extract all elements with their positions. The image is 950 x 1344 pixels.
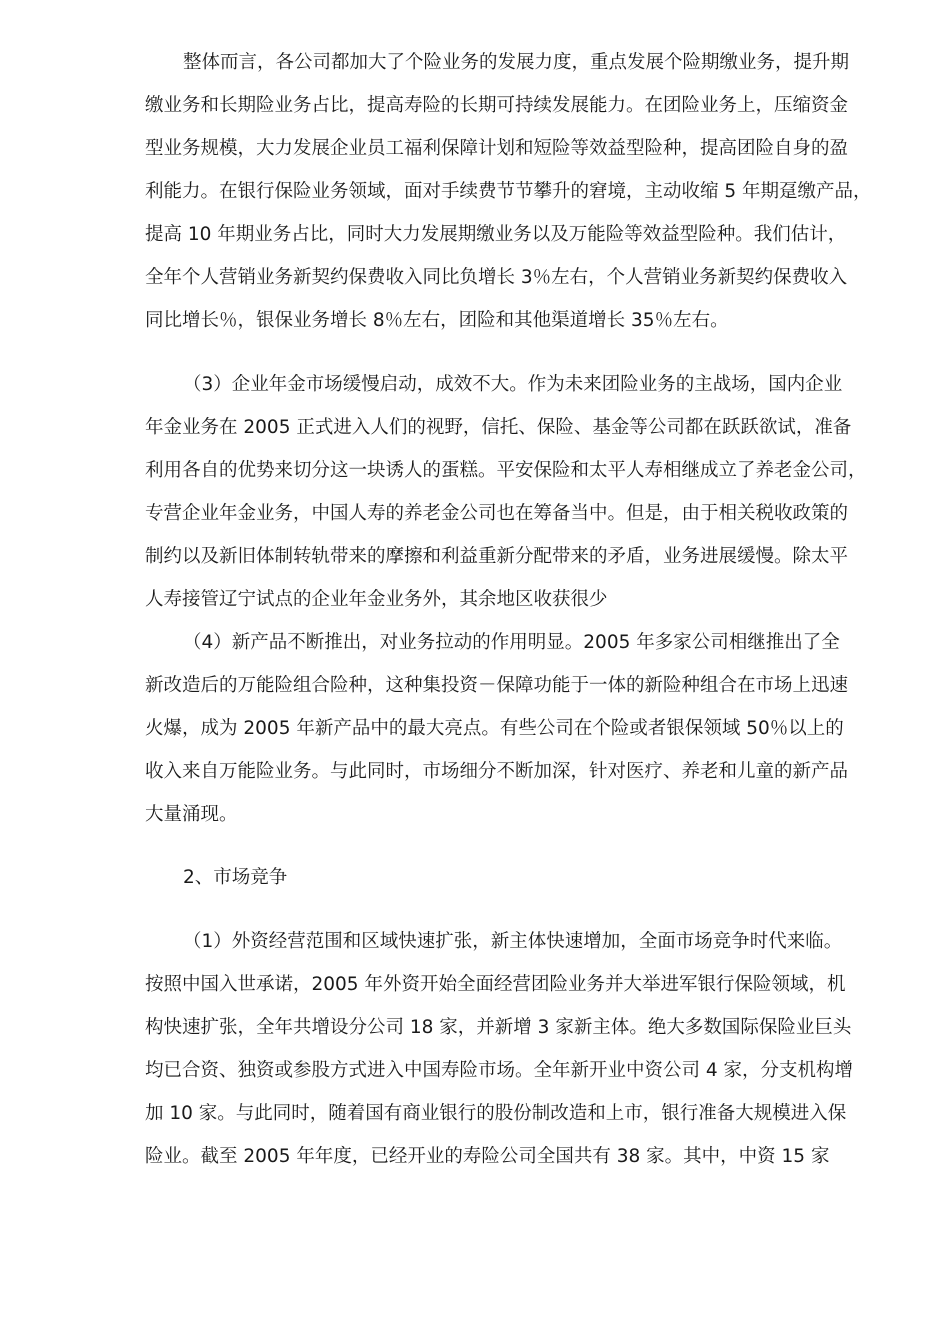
paragraph-3-line-1: （4）新产品不断推出，对业务拉动的作用明显。2005 年多家公司相继推出了全 [183,632,840,653]
paragraph-1-line-4: 利能力。在银行保险业务领域，面对手续费节节攀升的窘境，主动收缩 5 年期趸缴产品， [145,181,872,202]
paragraph-2-line-4: 专营企业年金业务，中国人寿的养老金公司也在筹备当中。但是，由于相关税收政策的 [145,503,849,524]
paragraph-5-line-2: 按照中国入世承诺，2005 年外资开始全面经营团险业务并大举进军银行保险领域，机 [145,974,846,995]
section-heading: 2、市场竞争 [183,867,288,888]
paragraph-5-line-4: 均已合资、独资或参股方式进入中国寿险市场。全年新开业中资公司 4 家，分支机构增 [145,1060,854,1081]
paragraph-1-line-6: 全年个人营销业务新契约保费收入同比负增长 3％左右，个人营销业务新契约保费收入 [145,267,848,288]
paragraph-5-line-3: 构快速扩张，全年共增设分公司 18 家，并新增 3 家新主体。绝大多数国际保险业巨头 [145,1017,852,1038]
paragraph-3-line-4: 收入来自万能险业务。与此同时，市场细分不断加深，针对医疗、养老和儿童的新产品 [145,761,849,782]
paragraph-2-line-2: 年金业务在 2005 正式进入人们的视野，信托、保险、基金等公司都在跃跃欲试，准备 [145,417,852,438]
paragraph-1-line-2: 缴业务和长期险业务占比，提高寿险的长期可持续发展能力。在团险业务上，压缩资金 [145,95,849,116]
paragraph-3-line-5: 大量涌现。 [145,804,238,825]
paragraph-1-line-1: 整体而言，各公司都加大了个险业务的发展力度，重点发展个险期缴业务，提升期 [183,52,850,73]
paragraph-1-line-3: 型业务规模，大力发展企业员工福利保障计划和短险等效益型险种，提高团险自身的盈 [145,138,849,159]
paragraph-2-line-1: （3）企业年金市场缓慢启动，成效不大。作为未来团险业务的主战场，国内企业 [183,374,843,395]
paragraph-5-line-1: （1）外资经营范围和区域快速扩张，新主体快速增加，全面市场竞争时代来临。 [183,931,843,952]
paragraph-5-line-5: 加 10 家。与此同时，随着国有商业银行的股份制改造和上市，银行准备大规模进入保 [145,1103,847,1124]
paragraph-2-line-6: 人寿接管辽宁试点的企业年金业务外，其余地区收获很少 [145,589,608,610]
paragraph-2-line-3: 利用各自的优势来切分这一块诱人的蛋糕。平安保险和太平人寿相继成立了养老金公司， [145,460,867,481]
paragraph-1-line-5: 提高 10 年期业务占比，同时大力发展期缴业务以及万能险等效益型险种。我们估计， [145,224,847,245]
paragraph-3-line-2: 新改造后的万能险组合险种，这种集投资－保障功能于一体的新险种组合在市场上迅速 [145,675,849,696]
paragraph-3-line-3: 火爆，成为 2005 年新产品中的最大亮点。有些公司在个险或者银保领域 50％以上的 [145,718,844,739]
paragraph-5-line-6: 险业。截至 2005 年年度，已经开业的寿险公司全国共有 38 家。其中，中资 15 家 [145,1146,830,1167]
paragraph-2-line-5: 制约以及新旧体制转轨带来的摩擦和利益重新分配带来的矛盾，业务进展缓慢。除太平 [145,546,849,567]
paragraph-1-line-7: 同比增长％，银保业务增长 8％左右，团险和其他渠道增长 35％左右。 [145,310,729,331]
